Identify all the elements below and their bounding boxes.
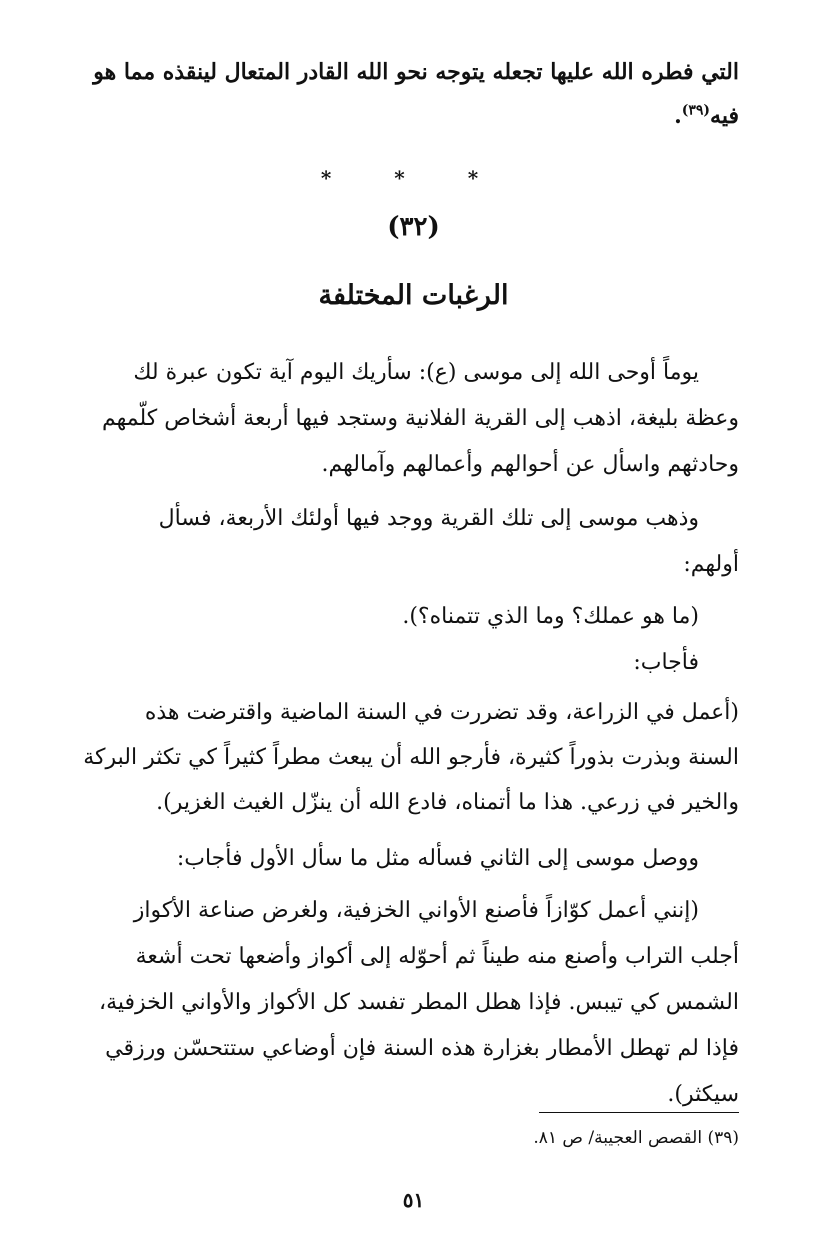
intro-line-2-text: فيه xyxy=(710,103,739,129)
question-1-line: (ما هو عملك؟ وما الذي تتمناه؟). xyxy=(402,604,699,629)
intro-paragraph xyxy=(80,50,739,138)
paragraph-2 xyxy=(80,496,739,588)
answer-1-line-2: السنة وبذرت بذوراً كثيرة، فأرجو الله أن يبعث مطراً كثيراً كي تكثر البركة xyxy=(83,745,739,770)
answer-2 xyxy=(80,888,739,1118)
section-title: الرغبات المختلفة xyxy=(318,280,509,311)
page-number: ٥١ xyxy=(402,1188,425,1212)
answer-1-line-1: (أعمل في الزراعة، وقد تضررت في السنة الماضية واقترضت هذه xyxy=(144,700,739,725)
paragraph-2-line-2: أولهم: xyxy=(683,552,739,577)
answer-1-line-3: والخير في زرعي. هذا ما أتمناه، فادع الله أن ينزّل الغيث الغزير). xyxy=(156,790,739,815)
paragraph-1 xyxy=(80,350,739,488)
answer-2-line-3: الشمس كي تيبس. فإذا هطل المطر تفسد كل الأكواز والأواني الخزفية، xyxy=(98,990,739,1015)
answer-1 xyxy=(80,690,739,825)
question-1 xyxy=(80,594,739,640)
paragraph-1-line-1: يوماً أوحى الله إلى موسى (ع): سأريك اليوم آية تكون عبرة لك xyxy=(133,360,699,385)
answer-2-line-2: أجلب التراب وأصنع منه طيناً ثم أحوّله إلى أكواز وأضعها تحت أشعة xyxy=(135,944,739,969)
footnote-ref: (٣٩) xyxy=(681,102,711,119)
paragraph-3 xyxy=(80,836,739,882)
intro-line-2 xyxy=(80,94,739,138)
answer-2-line-1: (إنني أعمل كوّازاً فأصنع الأواني الخزفية، ولغرض صناعة الأكواز xyxy=(133,898,699,923)
section-number: (٣٢) xyxy=(387,212,440,242)
paragraph-1-line-2: وعظة بليغة، اذهب إلى القرية الفلانية وستجد فيها أربعة أشخاص كلّمهم xyxy=(102,406,739,431)
answer-1-intro xyxy=(80,640,739,686)
paragraph-1-line-3: وحادثهم واسأل عن أحوالهم وأعمالهم وآمالهم. xyxy=(321,452,739,477)
footnote-divider xyxy=(539,1112,739,1113)
answer-2-line-5: سيكثر). xyxy=(667,1082,739,1107)
section-separator: * * * xyxy=(320,166,507,190)
paragraph-2-line-1: وذهب موسى إلى تلك القرية ووجد فيها أولئك الأربعة، فسأل xyxy=(158,506,699,531)
intro-line-1: التي فطره الله عليها تجعله يتوجه نحو الله القادر المتعال لينقذه مما هو xyxy=(93,59,739,85)
intro-line-2-end: . xyxy=(674,103,682,129)
answer-1-intro-line: فأجاب: xyxy=(633,650,699,675)
footnote: (٣٩) القصص العجيبة/ ص ٨١. xyxy=(533,1128,739,1148)
answer-2-line-4: فإذا لم تهطل الأمطار بغزارة هذه السنة فإن أوضاعي ستتحسّن ورزقي xyxy=(105,1036,739,1061)
paragraph-3-line: ووصل موسى إلى الثاني فسأله مثل ما سأل الأول فأجاب: xyxy=(176,846,699,871)
